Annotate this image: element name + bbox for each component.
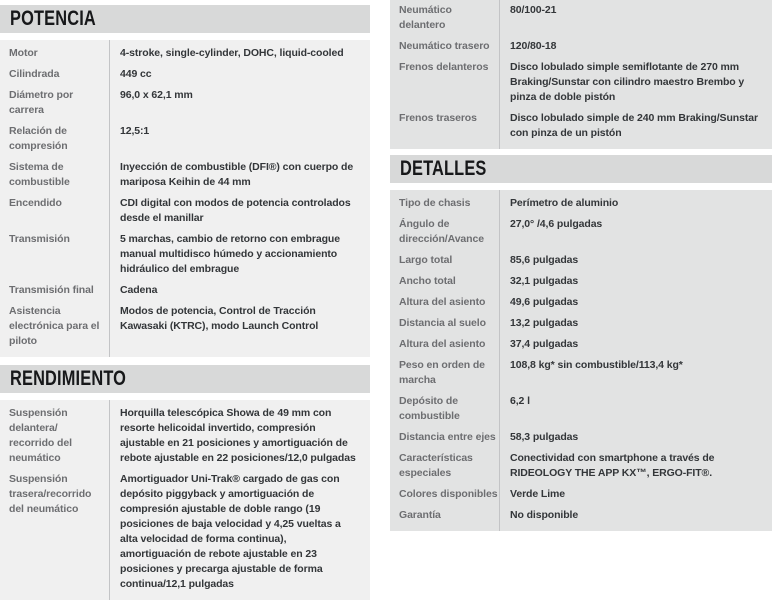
spec-value: Disco lobulado simple semiflotante de 270 mm Braking/Sunstar con cilindro maestro Brembo y pinza de doble pistón — [510, 61, 745, 103]
spec-label: Suspensión trasera/recorrido del neumático — [9, 473, 92, 515]
table-row — [0, 229, 370, 280]
potencia-header — [0, 5, 370, 33]
table-row — [390, 108, 772, 144]
table-row — [390, 334, 772, 355]
divider-line — [109, 40, 110, 357]
spec-label: Frenos delanteros — [399, 61, 489, 73]
spec-value: 5 marchas, cambio de retorno con embrague manual multidisco húmedo y accionamiento hidráulico del embrague — [120, 233, 340, 275]
spec-label: Neumático trasero — [399, 40, 490, 52]
table-row — [0, 403, 370, 469]
column-left — [0, 0, 370, 600]
detalles-section — [390, 155, 772, 531]
table-row — [390, 505, 772, 526]
spec-value: 27,0° /4,6 pulgadas — [510, 218, 603, 230]
spec-label: Suspensión delantera/ recorrido del neumático — [9, 407, 72, 464]
spec-label: Transmisión — [9, 233, 70, 245]
table-row — [0, 121, 370, 157]
spec-label: Encendido — [9, 197, 62, 209]
table-row — [0, 85, 370, 121]
detalles-title: DETALLES — [400, 157, 487, 180]
spec-value: 120/80-18 — [510, 40, 557, 52]
spec-label: Largo total — [399, 254, 453, 266]
table-row — [390, 214, 772, 250]
rendimiento-section — [0, 365, 370, 600]
divider-line — [499, 0, 500, 149]
spec-value: Conectividad con smartphone a través de RIDEOLOGY THE APP KX™, ERGO-FIT®. — [510, 452, 715, 479]
spec-label: Garantía — [399, 509, 441, 521]
table-row — [390, 250, 772, 271]
spec-value: Horquilla telescópica Showa de 49 mm con resorte helicoidal invertido, compresión ajustable en 21 posiciones y amortiguación de rebote ajustable en 22 posiciones/12,0 pulgadas — [120, 407, 356, 464]
column-right — [390, 0, 772, 531]
spec-value: Cadena — [120, 284, 158, 296]
spec-label: Tipo de chasis — [399, 197, 471, 209]
spec-value: CDI digital con modos de potencia controlados desde el manillar — [120, 197, 351, 224]
spec-label: Motor — [9, 47, 38, 59]
detalles-table — [390, 190, 772, 531]
table-row — [390, 484, 772, 505]
spec-label: Características especiales — [399, 452, 473, 479]
table-row — [390, 427, 772, 448]
table-row — [390, 292, 772, 313]
spec-value: 32,1 pulgadas — [510, 275, 579, 287]
table-row — [390, 448, 772, 484]
table-row — [0, 157, 370, 193]
table-row — [0, 43, 370, 64]
table-row — [390, 57, 772, 108]
table-row — [0, 64, 370, 85]
table-row — [390, 391, 772, 427]
spec-value: 108,8 kg* sin combustible/113,4 kg* — [510, 359, 683, 371]
table-row — [390, 355, 772, 391]
table-row — [390, 193, 772, 214]
detalles-header — [390, 155, 772, 183]
spec-value: Amortiguador Uni-Trak® cargado de gas con depósito piggyback y amortiguación de compresión ajustable de doble rango (19 posiciones de baja velocidad y 4,25 vueltas a alta velocidad de forma continua), amortiguación de rebote ajustable en 23 posiciones y precarga ajustable de forma continua/12,1 pulgadas — [120, 473, 341, 590]
spec-label: Altura del asiento — [399, 296, 486, 308]
divider-line — [499, 190, 500, 531]
spec-value: Disco lobulado simple de 240 mm Braking/Sunstar con pinza de un pistón — [510, 112, 758, 139]
spec-label: Colores disponibles — [399, 488, 498, 500]
spec-value: 96,0 x 62,1 mm — [120, 89, 193, 101]
spec-value: 6,2 l — [510, 395, 530, 407]
chasis-section — [390, 0, 772, 149]
spec-label: Diámetro por carrera — [9, 89, 74, 116]
table-row — [0, 193, 370, 229]
table-row — [0, 280, 370, 301]
table-row — [0, 469, 370, 595]
table-row — [390, 271, 772, 292]
spec-value: 58,3 pulgadas — [510, 431, 579, 443]
divider-line — [109, 400, 110, 600]
spec-value: No disponible — [510, 509, 579, 521]
spec-label: Sistema de combustible — [9, 161, 70, 188]
rendimiento-title: RENDIMIENTO — [10, 367, 127, 390]
spec-label: Asistencia electrónica para el piloto — [9, 305, 100, 347]
table-row — [0, 301, 370, 352]
spec-label: Distancia al suelo — [399, 317, 486, 329]
spec-label: Distancia entre ejes — [399, 431, 496, 443]
table-row — [390, 36, 772, 57]
potencia-title: POTENCIA — [10, 7, 96, 30]
potencia-section — [0, 5, 370, 357]
chasis-table — [390, 0, 772, 149]
spec-value: 4-stroke, single-cylinder, DOHC, liquid-cooled — [120, 47, 344, 59]
spec-value: 37,4 pulgadas — [510, 338, 579, 350]
spec-label: Neumático delantero — [399, 4, 452, 31]
spec-label: Peso en orden de marcha — [399, 359, 485, 386]
potencia-table — [0, 40, 370, 357]
rendimiento-table — [0, 400, 370, 600]
spec-value: Perímetro de aluminio — [510, 197, 619, 209]
spec-label: Transmisión final — [9, 284, 94, 296]
spec-value: Verde Lime — [510, 488, 566, 500]
spec-label: Cilindrada — [9, 68, 60, 80]
spec-value: 12,5:1 — [120, 125, 150, 137]
spec-label: Altura del asiento — [399, 338, 486, 350]
table-row — [390, 0, 772, 36]
spec-label: Relación de compresión — [9, 125, 68, 152]
spec-value: 80/100-21 — [510, 4, 557, 16]
rendimiento-header — [0, 365, 370, 393]
spec-value: 449 cc — [120, 68, 152, 80]
spec-value: 49,6 pulgadas — [510, 296, 579, 308]
spec-value: Inyección de combustible (DFI®) con cuerpo de mariposa Keihin de 44 mm — [120, 161, 354, 188]
spec-value: Modos de potencia, Control de Tracción Kawasaki (KTRC), modo Launch Control — [120, 305, 319, 332]
spec-label: Ancho total — [399, 275, 456, 287]
spec-label: Frenos traseros — [399, 112, 477, 124]
spec-label: Ángulo de dirección/Avance — [399, 218, 484, 245]
spec-value: 85,6 pulgadas — [510, 254, 579, 266]
table-row — [390, 313, 772, 334]
spec-label: Depósito de combustible — [399, 395, 460, 422]
spec-value: 13,2 pulgadas — [510, 317, 579, 329]
